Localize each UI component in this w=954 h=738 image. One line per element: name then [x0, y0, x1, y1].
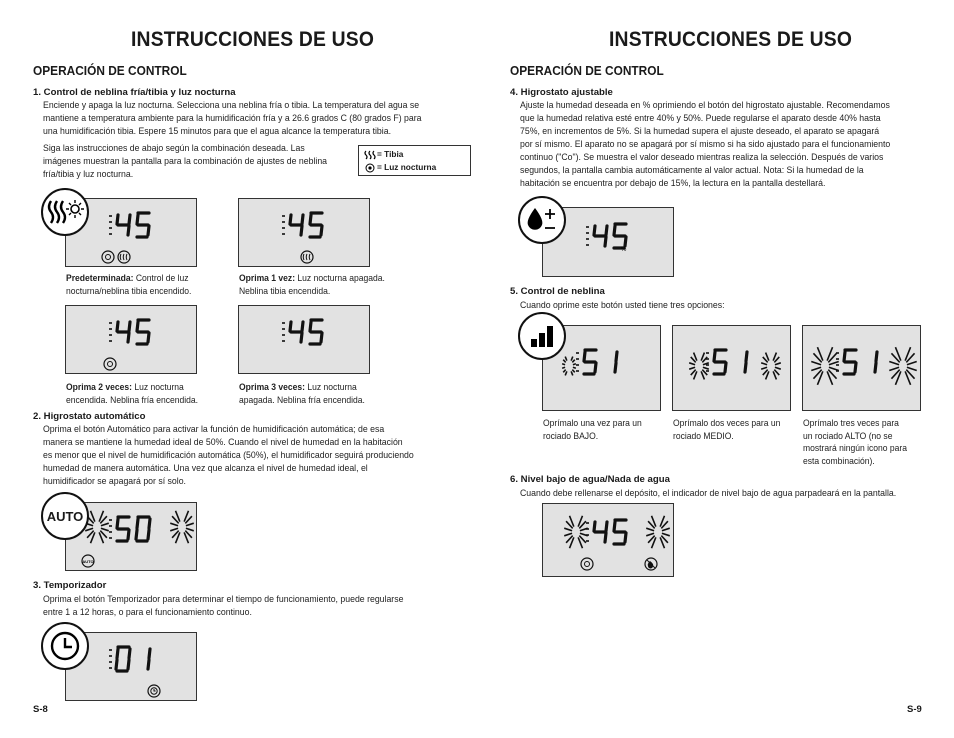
- lcd-display-mist-high: [802, 325, 921, 411]
- lcd-display-press-3: [238, 305, 370, 374]
- mist-ray: [907, 362, 917, 365]
- item6-text: Cuando debe rellenarse el depósito, el indicador de nivel bajo de agua parpadeará en la pantalla.: [520, 487, 897, 498]
- lcd-segment: [290, 322, 291, 331]
- item4-text: Ajuste la humedad deseada en % oprimiendo el botón del higrostato ajustable. Recomendamos que la humedad relativa esté entre 40% y 50%. Puede regularse el aparato desde 40% hasta 75%, en incrementos de 5%. Si la humedad supera el ajuste deseado, el aparato se apagará por sí mismo. El aparato no se apagará por sí mismo si ha sido ajustado para el funcionamiento continuo ("Co"). Se muestra el valor deseado mientras realiza la selección. Después de varios segundos, la pantalla cambia automáticamente al valor actual. Nota: Si la humedad de la habitación se encuentra por debajo de 15%, la lectura en la pantalla destellará.: [520, 99, 891, 188]
- caption-press-2: Oprima 2 veces: Luz nocturna encendida. Neblina fría encendida.: [66, 382, 199, 405]
- item5-heading: 5. Control de neblina: [510, 286, 605, 297]
- lcd-segment: [595, 363, 596, 372]
- warm-mist-icon: [118, 251, 130, 263]
- mist-ray: [572, 360, 574, 363]
- item2-text: Oprima el botón Automático para activar la función de humidificación automática; de esa manera se mantiene la humedad ideal de 50%. Cuando el nivel de humedad en la habitación es menor que el nivel de humidificación automática (50%), el humidificador seguirá produciendo humedad de manera automática. Una vez que alcanza el nivel de humedad ideal, el humidificador se apagará por sí solo.: [43, 423, 414, 486]
- page-number: S-8: [33, 704, 48, 715]
- lcd-segment: [844, 352, 845, 361]
- signal-bars-icon: [527, 323, 557, 349]
- caption-mist-medium: Oprímalo dos veces para un rociado MEDIO.: [673, 418, 781, 441]
- mist-ray: [562, 367, 565, 368]
- mist-ray: [907, 367, 917, 370]
- lcd-display-mist-medium: [672, 325, 791, 411]
- item4-heading: 4. Higrostato ajustable: [510, 87, 613, 98]
- svg-text:AUTO: AUTO: [82, 559, 94, 564]
- mist-ray: [766, 353, 769, 361]
- mist-ray: [761, 363, 767, 365]
- lcd-segment: [714, 352, 715, 361]
- lcd-segment: [745, 363, 746, 372]
- auto-icon: [82, 555, 94, 567]
- lcd-segment: [302, 322, 303, 331]
- mist-ray: [889, 367, 899, 370]
- svg-text:%: %: [621, 247, 627, 253]
- mist-ray: [773, 353, 776, 361]
- lcd-segment: [584, 352, 585, 361]
- mist-light-button[interactable]: [41, 188, 89, 236]
- item3-text: Oprima el botón Temporizador para determinar el tiempo de funcionamiento, puede regularse entre 1 a 12 horas, o para el funcionamiento continuo.: [43, 593, 404, 617]
- no-water-icon: [645, 558, 657, 570]
- mist-ray: [565, 371, 567, 375]
- caption-press-3: Oprima 3 veces: Luz nocturna apagada. Neblina fría encendida.: [239, 382, 365, 405]
- mist-ray: [766, 371, 769, 379]
- lcd-segment: [594, 226, 595, 235]
- item6-heading: 6. Nivel bajo de agua/Nada de agua: [510, 474, 670, 485]
- night-light-icon: [102, 251, 114, 263]
- lcd-segment: [876, 352, 877, 361]
- page-number: S-9: [907, 704, 922, 715]
- night-light-icon: [363, 163, 377, 173]
- lcd-segment: [321, 333, 322, 342]
- mist-ray: [694, 371, 697, 379]
- mist-ray: [694, 353, 697, 361]
- mist-ray: [563, 370, 565, 373]
- mist-ray: [562, 364, 565, 365]
- item1-intro: Siga las instrucciones de abajo según la combinación deseada. Las imágenes muestran la pantalla para la combinación de ajustes de neblina fría/tibia y luz nocturna.: [43, 142, 328, 179]
- humidistat-button[interactable]: [518, 196, 566, 244]
- mist-ray: [773, 371, 776, 379]
- section-heading: OPERACIÓN DE CONTROL: [33, 64, 187, 78]
- item1-text: Enciende y apaga la luz nocturna. Selecciona una neblina fría o tibia. La temperatura del agua se mantiene a temperatura ambiente para la humidificación fría y a 26.6 grados C (80 grados F) para una humidificación tibia. Espere 15 minutos para que el agua alcance la temperatura tibia.: [43, 99, 422, 136]
- mist-ray: [565, 357, 567, 361]
- lcd-segment: [615, 363, 616, 372]
- lcd-segment: [746, 352, 747, 361]
- lcd-segment: [855, 363, 856, 372]
- mist-ray: [689, 363, 695, 365]
- section-heading: OPERACIÓN DE CONTROL: [510, 64, 664, 78]
- lcd-display-press-2: [65, 305, 197, 374]
- timer-button[interactable]: [41, 622, 89, 670]
- lcd-segment: [875, 363, 876, 372]
- mist-ray: [703, 367, 709, 369]
- lcd-segment: [725, 363, 726, 372]
- lcd-display-low-water: [542, 503, 674, 577]
- mist-ray: [572, 370, 574, 373]
- lcd-segment: [301, 333, 302, 342]
- mist-ray: [573, 367, 576, 368]
- lcd-segment: [614, 226, 615, 235]
- right-page: [477, 0, 954, 738]
- mist-ray: [775, 367, 781, 369]
- lcd-segment: [310, 322, 311, 331]
- lcd-segment: [605, 237, 606, 246]
- caption-mist-low: Oprímalo una vez para un rociado BAJO.: [543, 418, 642, 441]
- mist-ray: [811, 362, 821, 365]
- lcd-display-press-1: [238, 198, 370, 267]
- warm-mist-icon: [301, 251, 313, 263]
- mist-ray: [573, 364, 576, 365]
- mist-ray: [889, 362, 899, 365]
- caption-mist-high: Oprímalo tres veces para un rociado ALTO (no se mostrará ningún icono para esta combinación).: [803, 418, 908, 466]
- night-light-icon: [581, 558, 593, 570]
- warm-mist-icon: [363, 150, 377, 160]
- mist-ray: [701, 371, 704, 379]
- item2-heading: 2. Higrostato automático: [33, 411, 146, 422]
- item1-heading: 1. Control de neblina fría/tibia y luz nocturna: [33, 87, 236, 98]
- mist-ray: [571, 371, 573, 375]
- mist-ray: [829, 367, 839, 370]
- page-title: INSTRUCCIONES DE USO: [609, 28, 853, 51]
- item3-heading: 3. Temporizador: [33, 580, 107, 591]
- night-light-icon: [104, 358, 116, 370]
- caption-press-1: Oprima 1 vez: Luz nocturna apagada. Neblina tibia encendida.: [239, 273, 385, 296]
- mist-ray: [811, 367, 821, 370]
- mist-ray: [775, 363, 781, 365]
- auto-button[interactable]: AUTO: [41, 492, 89, 540]
- item5-text: Cuando oprime este botón usted tiene tres opciones:: [520, 299, 725, 310]
- mist-ray: [571, 357, 573, 361]
- icon-legend: = Tibia = Luz nocturna: [358, 145, 471, 176]
- mist-control-button[interactable]: [518, 312, 566, 360]
- mist-ray: [563, 360, 565, 363]
- mist-ray: [689, 367, 695, 369]
- caption-default: Predeterminada: Control de luz nocturna/neblina tibia encendido.: [66, 273, 192, 296]
- lcd-segment: [616, 352, 617, 361]
- clock-icon: [148, 685, 160, 697]
- mist-ray: [761, 367, 767, 369]
- mist-ray: [701, 353, 704, 361]
- lcd-segment: [625, 237, 626, 246]
- lcd-segment: [606, 226, 607, 235]
- page-title: INSTRUCCIONES DE USO: [131, 28, 375, 51]
